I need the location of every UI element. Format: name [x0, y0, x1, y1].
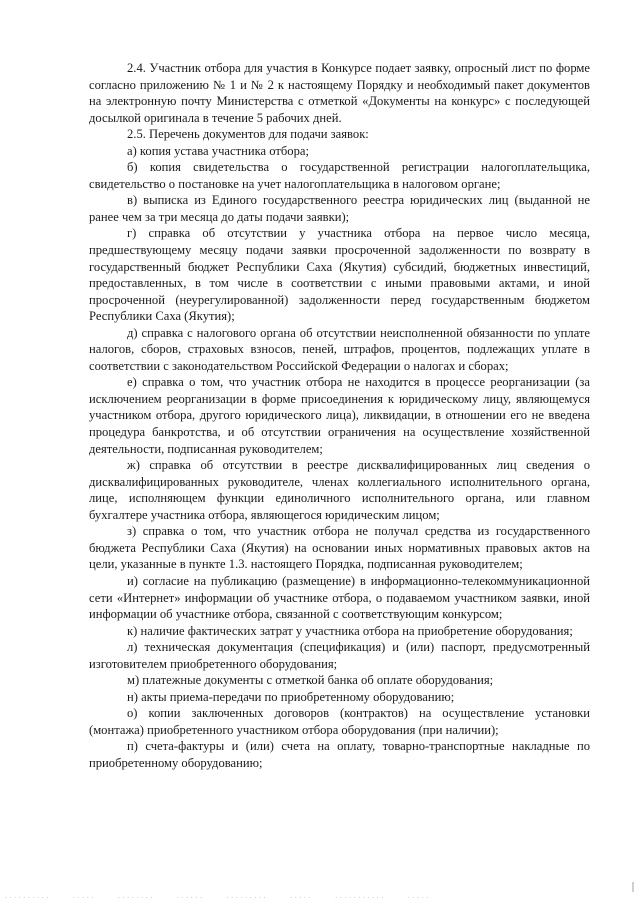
list-item-a: а) копия устава участника отбора; — [127, 143, 309, 158]
scan-noise: ......... — [225, 893, 268, 899]
paragraph-2-4: 2.4. Участник отбора для участия в Конкурсе подает заявку, опросный лист по форме согласно приложению № 1 и № 2 к настоящему Порядку и необходимый пакет документов на электронную почту Министерства с отметкой «Документы на конкурс» с последующей досылкой оригинала в течение 5 рабочих дней. — [89, 61, 590, 125]
paragraph-2-5: 2.5. Перечень документов для подачи заявок: — [127, 127, 369, 142]
list-item-n: н) акты приема-передачи по приобретенному оборудованию; — [127, 689, 455, 704]
scan-noise: ........ — [117, 893, 155, 899]
list-item-e: е) справка о том, что участник отбора не находится в процессе реорганизации (за исключением реорганизации в форме присоединения к юридическому лицу, являющемуся участником отбора, другого юридического лица), ликвидации, в отношении его не введена процедура банкротства, и об отсутствии ограничения на осуществление хозяйственной деятельности, подписанная руководителем; — [89, 375, 590, 456]
list-item-zh: ж) справка об отсутствии в реестре дисквалифицированных лиц сведения о дисквалифицированных руководителе, членах коллегиального исполнительного органа, лице, исполняющем функции единоличного исполнительного органа, или главном бухгалтере участника отбора, являющегося юридическим лицом; — [89, 458, 590, 522]
list-item-m: м) платежные документы с отметкой банка об оплате оборудования; — [127, 673, 494, 688]
list-item-v: в) выписка из Единого государственного реестра юридических лиц (выданной не ранее чем за три месяца до даты подачи заявки); — [89, 193, 590, 224]
list-item-i: и) согласие на публикацию (размещение) в информационно-телекоммуникационной сети «Интернет» информации об участнике отбора, о подаваемом участником заявки, иной информации об участнике отбора, связанной с соответствующим конкурсом; — [89, 573, 590, 622]
scan-noise: ...... — [176, 893, 204, 899]
scan-noise: ..... — [72, 893, 96, 899]
list-item-k: к) наличие фактических затрат у участника отбора на приобретение оборудования; — [127, 623, 573, 638]
list-item-l: л) техническая документация (спецификация) и (или) паспорт, предусмотренный изготовителем приобретенного оборудования; — [89, 640, 590, 671]
list-item-b: б) копия свидетельства о государственной регистрации налогоплательщика, свидетельство о постановке на учет налогоплательщика в налоговом органе; — [89, 160, 590, 191]
list-item-o: о) копии заключенных договоров (контрактов) на осуществление установки (монтажа) приобретенного участником отбора оборудования (при наличии); — [89, 706, 590, 737]
scan-noise: .......... — [4, 893, 51, 899]
scan-noise: ..... — [407, 893, 431, 899]
list-item-z: з) справка о том, что участник отбора не получал средства из государственного бюджета Республики Саха (Якутия) на основании иных нормативных правовых актов на цели, указанные в пункте 1.3. настоящего Порядка, подписанная руководителем; — [89, 524, 590, 572]
scan-noise: ..... — [289, 893, 313, 899]
scan-noise-strip — [0, 893, 640, 899]
scan-edge-mark — [632, 882, 634, 892]
document-body — [89, 60, 590, 772]
scan-noise: ........... — [334, 893, 386, 899]
list-item-p: п) счета-фактуры и (или) счета на оплату, товарно-транспортные накладные по приобретенному оборудованию; — [89, 739, 590, 770]
list-item-d: д) справка с налогового органа об отсутствии неисполненной обязанности по уплате налогов, сборов, страховых взносов, пеней, штрафов, процентов, подлежащих уплате в соответствии с законодательством Российской Федерации о налогах и сборах; — [89, 325, 590, 373]
list-item-g: г) справка об отсутствии у участника отбора на первое число месяца, предшествующему месяцу подачи заявки просроченной задолженности по возврату в государственный бюджет Республики Саха (Якутия) субсидий, бюджетных инвестиций, предоставленных, в том числе в соответствии с иными правовыми актами, и иной просроченной (неурегулированной) задолженности перед государственным бюджетом Республики Саха (Якутия); — [89, 226, 590, 324]
